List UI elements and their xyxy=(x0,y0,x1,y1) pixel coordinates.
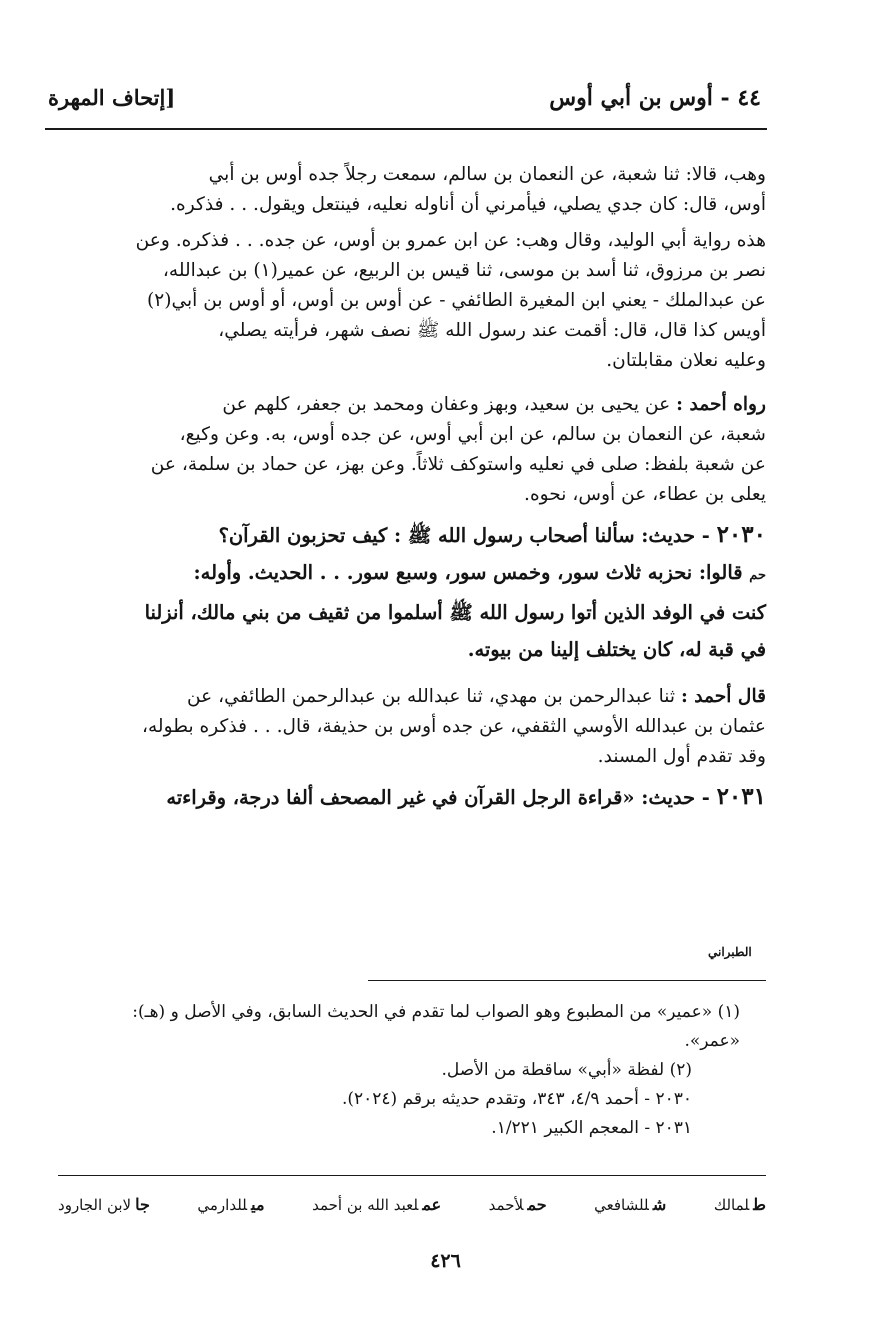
text-line: عثمان بن عبدالله الأوسي الثقفي، عن جده أوس بن حذيفة، قال. . . فذكره بطوله، xyxy=(141,716,766,737)
footnotes xyxy=(52,998,740,1143)
abbreviation-item: حملأحمد xyxy=(488,1195,547,1214)
hadith-number: ٢٠٣٠ xyxy=(716,521,766,548)
book-title: [إتحاف المهرة xyxy=(48,85,176,110)
text-line: وقد تقدم أول المسند. xyxy=(597,746,766,767)
hadith-text: - حديث: «قراءة الرجل القرآن في غير المصحف ألفا درجة، وقراءته xyxy=(166,786,710,809)
text-line: نصر بن مرزوق، ثنا أسد بن موسى، ثنا قيس بن الربيع، عن عمير(١) بن عبدالله، xyxy=(162,260,766,281)
hadith-line: كنت في الوفد الذين أتوا رسول الله ﷺ أسلموا من ثقيف من بني مالك، أنزلنا xyxy=(144,601,766,624)
abbreviation-item: عملعبد الله بن أحمد xyxy=(312,1195,442,1214)
hadith-text: - حديث: سألنا أصحاب رسول الله ﷺ : كيف تحزبون القرآن؟ xyxy=(218,524,710,547)
hadith-line: في قبة له، كان يختلف إلينا من بيوته. xyxy=(467,638,766,661)
abbreviation-item: ميللدارمي xyxy=(197,1195,265,1214)
footnote-line: (٢) لفظة «أبي» ساقطة من الأصل. xyxy=(441,1060,692,1080)
text-line: عن شعبة بلفظ: صلى في نعليه واستوكف ثلاثاً. وعن بهز، عن حماد بن سلمة، عن xyxy=(150,454,766,475)
text-line: أويس كذا قال، قال: أقمت عند رسول الله ﷺ نصف شهر، فرأيته يصلي، xyxy=(218,320,766,341)
source-code: حم xyxy=(749,568,766,583)
abbreviation-item: شللشافعي xyxy=(594,1195,667,1214)
text-line: وهب، قالا: ثنا شعبة، عن النعمان بن سالم، سمعت رجلاً جده أوس بن أبي xyxy=(208,164,766,185)
footnote-line: «عمر». xyxy=(684,1031,740,1051)
hadith-line xyxy=(48,554,766,594)
text-line: أوس، قال: كان جدي يصلي، فيأمرني أن أناوله نعليه، فينتعل ويقول. . . فذكره. xyxy=(170,194,766,215)
text-line: عن عبدالملك - يعني ابن المغيرة الطائفي - عن أوس بن أوس، أو أوس بن أبي(٢) xyxy=(146,290,766,311)
text-line: هذه رواية أبي الوليد، وقال وهب: عن ابن عمرو بن أوس، عن جده. . . فذكره. وعن xyxy=(135,230,766,251)
text-span: عن يحيى بن سعيد، وبهز وعفان ومحمد بن جعفر، كلهم عن xyxy=(222,394,671,415)
main-text xyxy=(48,160,766,816)
abbreviations-rule xyxy=(58,1175,766,1176)
abbreviation-item: جالابن الجارود xyxy=(58,1195,150,1214)
source-code: الطبراني xyxy=(708,945,752,959)
footnote-rule xyxy=(368,980,766,981)
abbreviation-key xyxy=(58,1195,766,1214)
text-line: وعليه نعلان مقابلتان. xyxy=(606,350,766,371)
hadith-number: ٢٠٣١ xyxy=(716,783,766,810)
narration-lead: قال أحمد : xyxy=(680,686,766,707)
chapter-title: ٤٤ - أوس بن أبي أوس xyxy=(549,85,761,111)
text-line: يعلى بن عطاء، عن أوس، نحوه. xyxy=(524,484,766,505)
reference-line: ٢٠٣٠ - أحمد ٤/٩، ٣٤٣، وتقدم حديثه برقم (٢٠٢٤). xyxy=(341,1089,692,1109)
hadith-heading xyxy=(48,516,766,554)
text-line xyxy=(48,682,766,712)
page-number: ٤٢٦ xyxy=(430,1250,461,1272)
narration-lead: رواه أحمد : xyxy=(676,394,766,415)
header-rule xyxy=(45,128,767,130)
text-span: ثنا عبدالرحمن بن مهدي، ثنا عبدالله بن عبدالرحمن الطائفي، عن xyxy=(187,686,676,707)
hadith-heading xyxy=(48,778,766,816)
abbreviation-item: طلمالك xyxy=(713,1195,766,1214)
text-line: شعبة، عن النعمان بن سالم، عن ابن أبي أوس، عن جده أوس، به. وعن وكيع، xyxy=(179,424,766,445)
hadith-text: قالوا: نحزبه ثلاث سور، وخمس سور، وسبع سور. . . الحديث. وأوله: xyxy=(193,561,743,584)
reference-line: ٢٠٣١ - المعجم الكبير ١/٢٢١. xyxy=(491,1118,692,1138)
footnote-line: (١) «عمير» من المطبوع وهو الصواب لما تقدم في الحديث السابق، وفي الأصل و (هـ): xyxy=(132,1002,740,1022)
text-line xyxy=(48,390,766,420)
